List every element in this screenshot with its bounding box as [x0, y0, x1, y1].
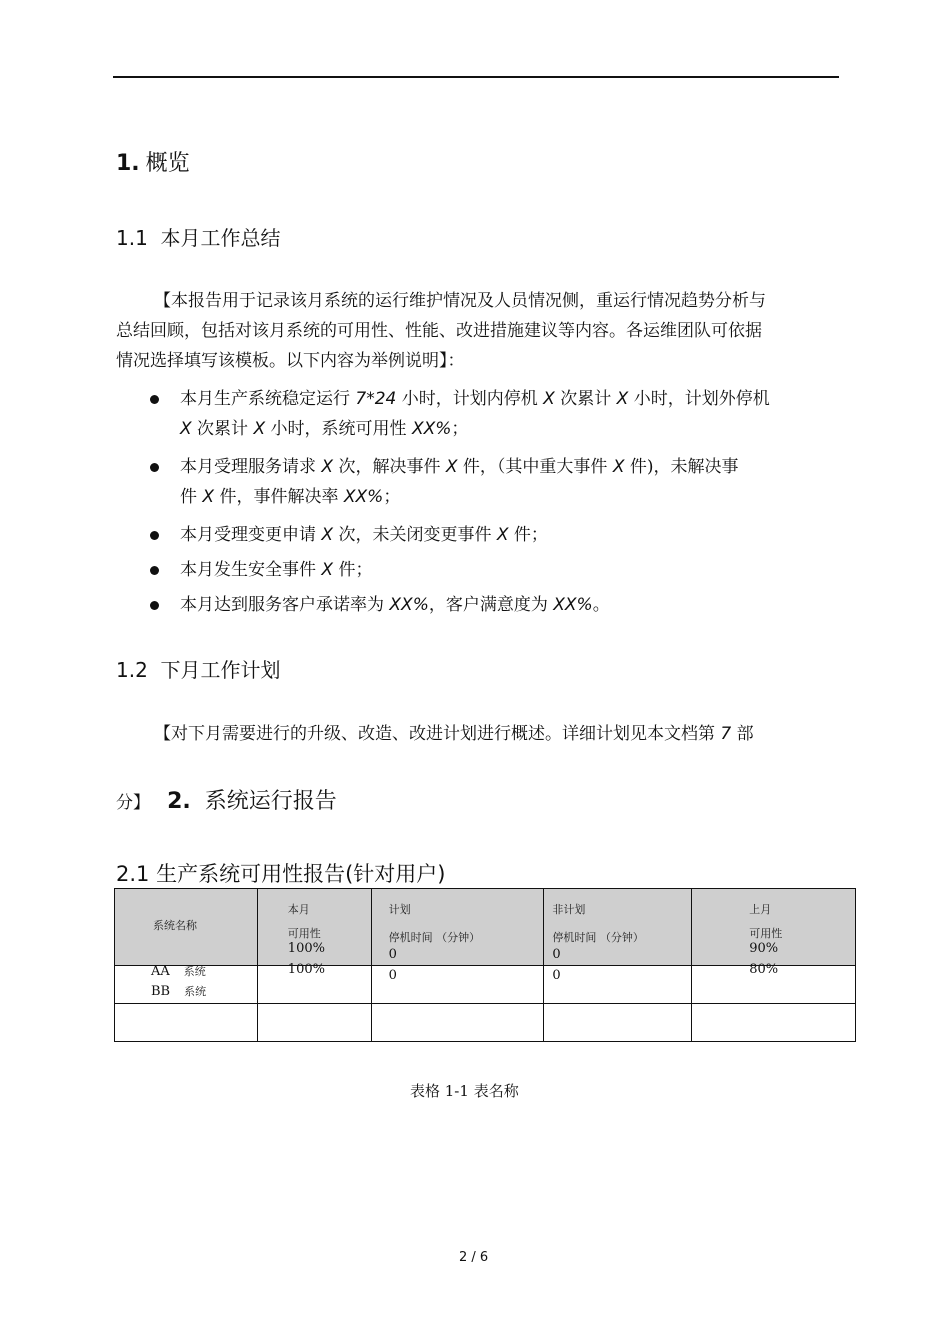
plan-end: 分】 — [116, 793, 150, 813]
table-caption: 表格 1-1 表名称 — [410, 1082, 519, 1100]
table-header-row — [115, 889, 856, 966]
section-2-heading: 2. 系统运行报告 — [167, 789, 337, 814]
section-1-heading — [116, 146, 190, 177]
section-title: 概览 — [145, 151, 190, 176]
intro-line: 情况选择填写该模板。以下内容为举例说明】： — [116, 351, 465, 371]
bullet-dot — [150, 463, 159, 472]
table-row — [115, 966, 856, 1004]
section-title: 下月工作计划 — [160, 658, 281, 682]
table-cell — [115, 1004, 258, 1042]
table-cell — [692, 1004, 856, 1042]
table-row — [115, 1004, 856, 1042]
header-rule — [113, 76, 839, 78]
bullet-item-3: 本月受理变更申请 X 次，未关闭变更事件 X 件； — [180, 525, 548, 545]
header-cell-unplanned: 非计划 停机时间 （分钟） 0 0 — [544, 889, 692, 966]
bullet-dot — [150, 395, 159, 404]
intro-line: 【本报告用于记录该月系统的运行维护情况及人员情况侧，重运行情况趋势分析与 — [154, 291, 766, 311]
plan-line-2-with-section-2 — [116, 784, 337, 818]
bullet-dot — [150, 601, 159, 610]
bullet-item-4: 本月发生安全事件 X 件； — [180, 560, 373, 580]
table-cell — [371, 966, 544, 1004]
bullet-item-5: 本月达到服务客户承诺率为 XX%，客户满意度为 XX%。 — [180, 595, 610, 615]
header-cell-planned: 计划 停机时间 （分钟） 0 0 — [371, 889, 544, 966]
bullet-item-1: 本月生产系统稳定运行 7*24 小时，计划内停机 X 次累计 X 小时，计划外停机 X 次累计 X 小时，系统可用性 XX%； — [180, 389, 770, 439]
section-1-2-heading — [116, 654, 281, 683]
section-1-1-heading — [116, 222, 281, 251]
row-sys-label: AA 系统 — [151, 964, 206, 979]
header-cell-this-month: 本月 可用性 100% 100% — [257, 889, 371, 966]
section-2-1-heading: 2.1 生产系统可用性报告(针对用户) — [116, 862, 446, 886]
bullet-item-2: 本月受理服务请求 X 次，解决事件 X 件，（其中重大事件 X 件)，未解决事 件 X 件，事件解决率 XX%； — [180, 457, 739, 507]
page-number: 2 / 6 — [459, 1250, 489, 1265]
header-cell-system: 系统名称 AA 系统 — [115, 889, 258, 966]
plan-paragraph: 【对下月需要进行的升级、改造、改进计划进行概述。详细计划见本文档第 7 部 — [154, 724, 754, 744]
section-number: 1.1 — [116, 226, 148, 250]
row-sys-label: BB 系统 — [151, 984, 207, 999]
section-number: 1. — [116, 151, 140, 176]
table-cell — [115, 966, 258, 1004]
section-number: 1.2 — [116, 658, 148, 682]
bullet-dot — [150, 566, 159, 575]
availability-table — [114, 888, 856, 1042]
table-cell — [544, 1004, 692, 1042]
table-cell — [257, 1004, 371, 1042]
table-cell — [371, 1004, 544, 1042]
intro-line: 总结回顾，包括对该月系统的可用性、性能、改进措施建议等内容。各运维团队可依据 — [116, 321, 762, 341]
table-cell — [544, 966, 692, 1004]
section-title: 本月工作总结 — [160, 226, 281, 250]
header-cell-last-month: 上月 可用性 90% 80% — [692, 889, 856, 966]
intro-paragraph — [116, 286, 766, 376]
bullet-dot — [150, 531, 159, 540]
